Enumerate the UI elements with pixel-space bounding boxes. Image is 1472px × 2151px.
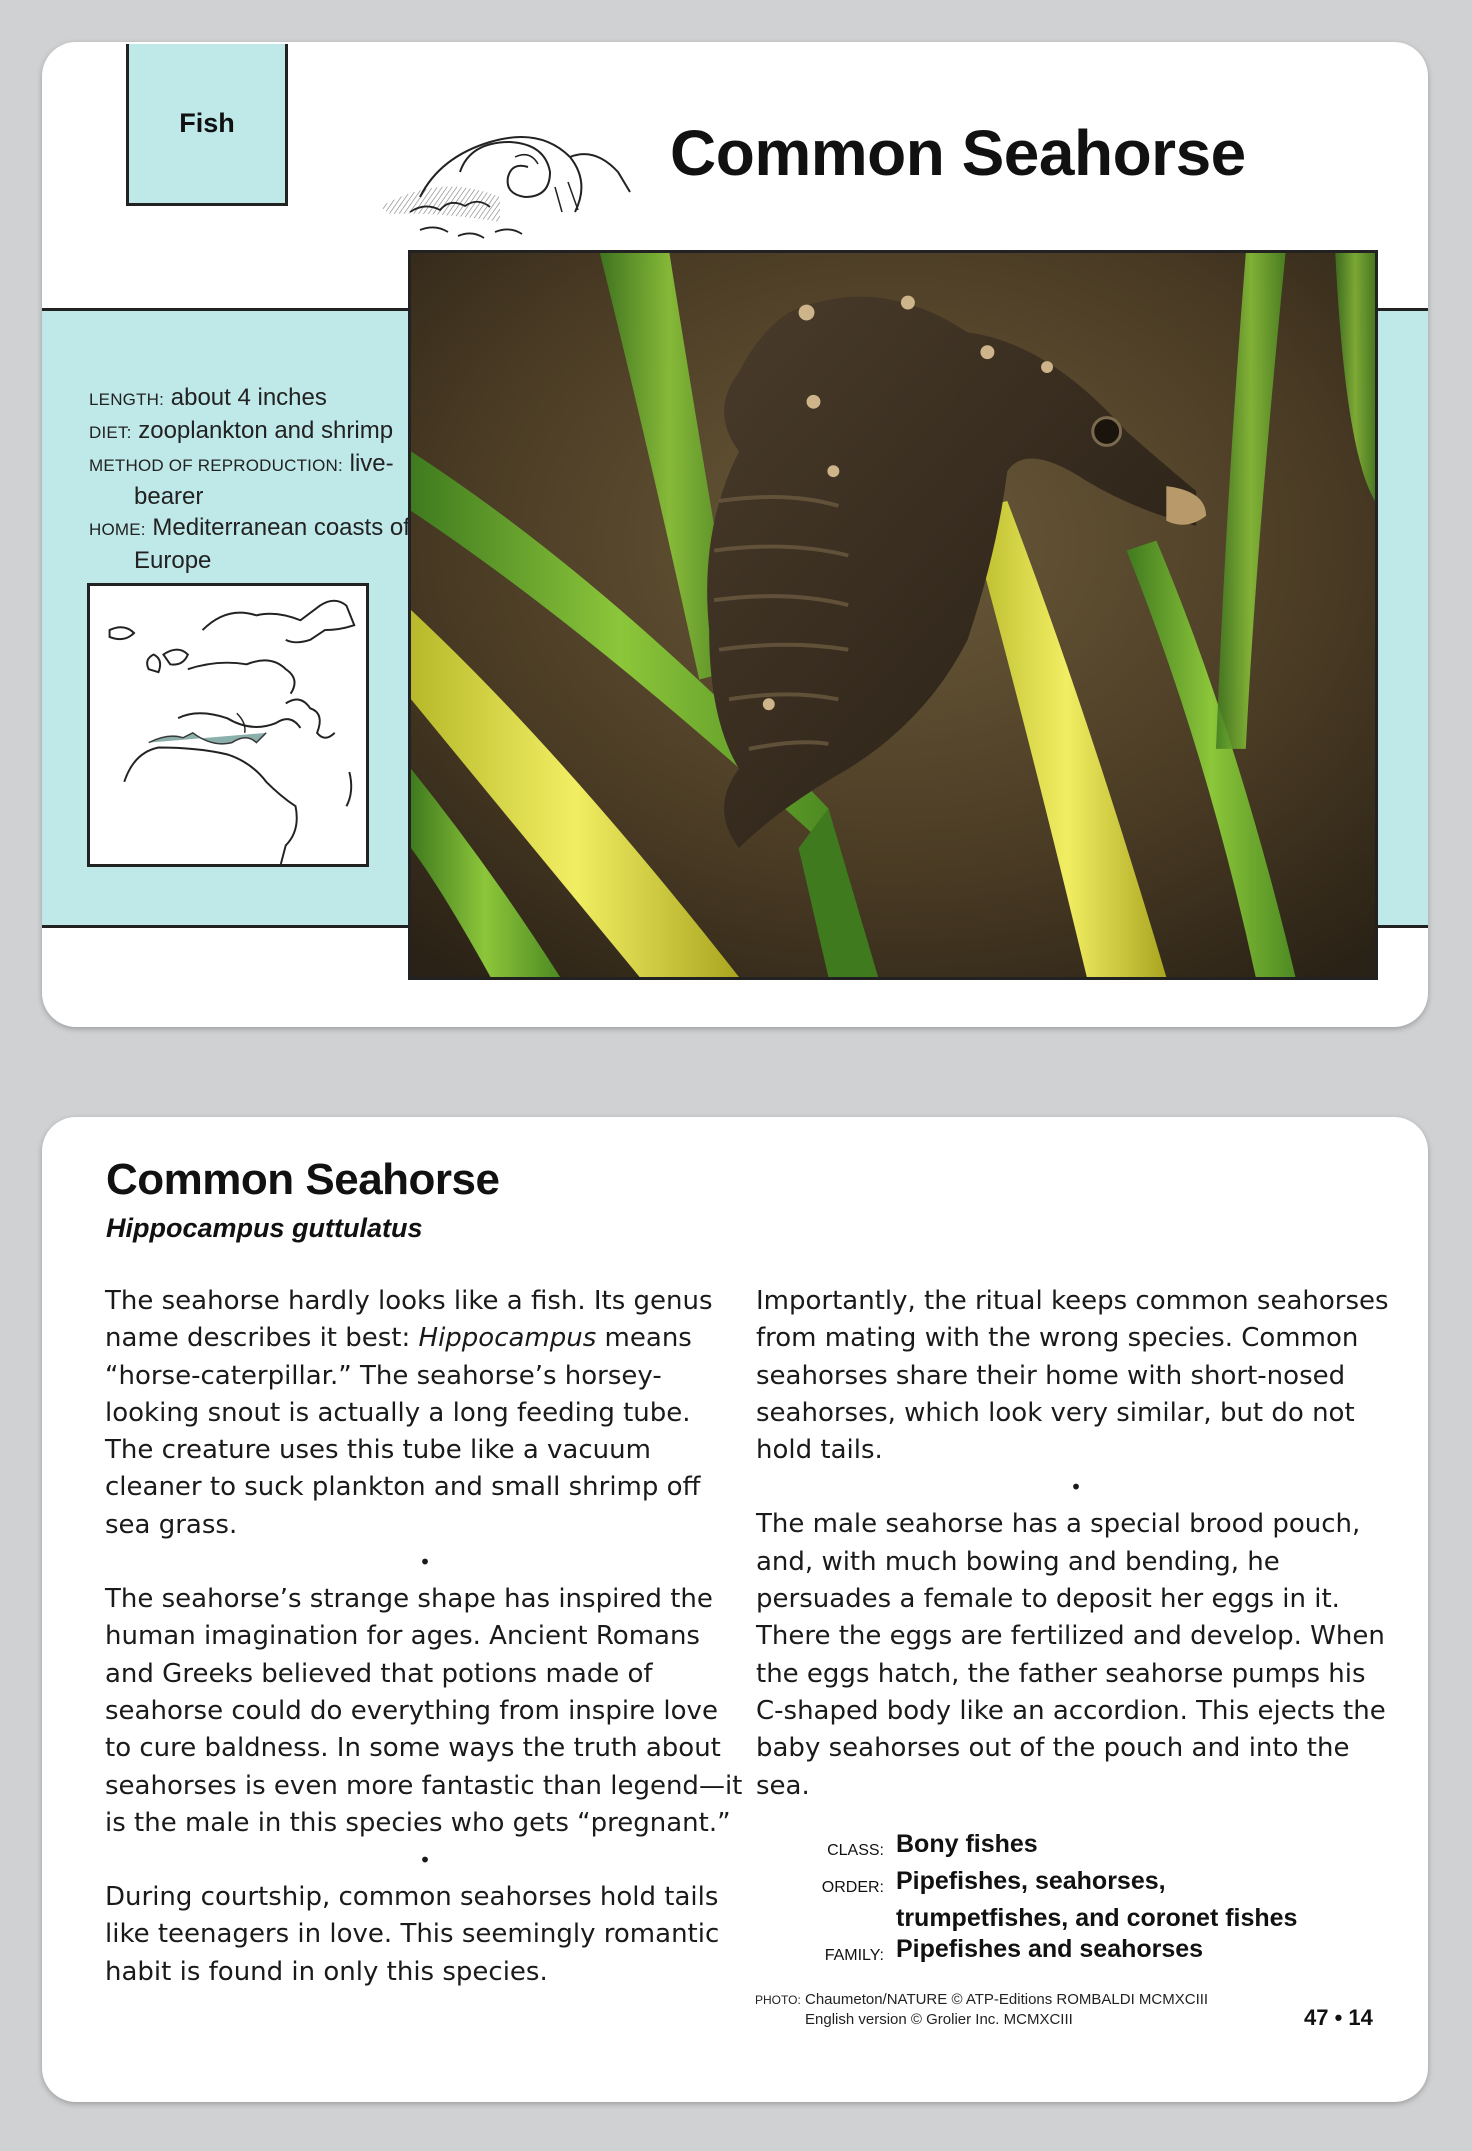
fact-reproduction	[89, 448, 429, 481]
scientific-name: Hippocampus guttulatus	[106, 1213, 423, 1243]
taxonomy	[812, 1829, 1372, 1971]
taxonomy-value: Pipefishes, seahorses,	[896, 1867, 1166, 1895]
taxonomy-class	[812, 1829, 1372, 1866]
taxonomy-order-cont	[812, 1903, 1372, 1934]
fact-value: live-	[349, 450, 394, 477]
front-card	[42, 42, 1428, 1027]
taxonomy-label: ORDER:	[821, 1879, 884, 1896]
card-title: Common Seahorse	[106, 1155, 500, 1204]
wave-icon	[350, 102, 670, 252]
fact-label: METHOD OF REPRODUCTION:	[89, 456, 343, 475]
text-column-right	[756, 1283, 1396, 1805]
back-card	[42, 1117, 1428, 2102]
fact-value: Mediterranean coasts of	[152, 514, 410, 541]
separator-bullet: •	[419, 1550, 431, 1575]
paragraph: The seahorse’s strange shape has inspired the human imagination for ages. Ancient Romans and Greeks believed that potions made of seahorse could do everything from inspire love to cure baldness. In some ways the truth about seahorses is even more fantastic than legend—it is the male in this species who gets “pregnant.”	[105, 1584, 743, 1838]
separator-bullet: •	[419, 1848, 431, 1873]
seahorse-photo	[408, 250, 1378, 980]
fact-list	[89, 382, 429, 576]
text-column-left	[105, 1283, 745, 1991]
taxonomy-spacer	[812, 1903, 896, 1934]
fact-value: about 4 inches	[170, 384, 327, 411]
category-box	[126, 44, 288, 206]
fact-label: HOME:	[89, 520, 146, 539]
paragraph: The male seahorse has a special brood pouch, and, with much bowing and bending, he persuades a female to deposit her eggs in it. There the eggs are fertilized and develop. When the eggs hatch, the father seahorse pumps his C-shaped body like an accordion. This ejects the baby seahorses out of the pouch and into the sea.	[756, 1509, 1386, 1801]
paragraph: During courtship, common seahorses hold tails like teenagers in love. This seemingly romantic habit is found in only this species.	[105, 1882, 720, 1987]
fact-label: DIET:	[89, 423, 132, 442]
text-run: means “horse-caterpillar.” The seahorse’s horsey-looking snout is actually a long feeding tube. The creature uses this tube like a vacuum cleaner to suck plankton and small shrimp off sea grass.	[105, 1323, 701, 1540]
fact-length	[89, 382, 429, 415]
credit-line-2: English version © Grolier Inc. MCMXCIII	[805, 2011, 1073, 2028]
fact-label: LENGTH:	[89, 390, 165, 409]
credit-line-1	[755, 1990, 1275, 2010]
taxonomy-family	[812, 1934, 1372, 1971]
credit-text: Chaumeton/NATURE © ATP-Editions ROMBALDI MCMXCIII	[805, 1991, 1209, 2008]
fact-home-cont: Europe	[134, 547, 212, 574]
taxonomy-order	[812, 1866, 1372, 1903]
card-title: Common Seahorse	[670, 117, 1246, 189]
fact-reproduction-cont: bearer	[134, 483, 204, 510]
taxonomy-value: Bony fishes	[896, 1830, 1038, 1858]
taxonomy-value: trumpetfishes, and coronet fishes	[896, 1904, 1298, 1932]
fact-diet	[89, 415, 429, 448]
fact-value: zooplankton and shrimp	[138, 417, 394, 444]
card-number: 47 • 14	[1304, 2005, 1373, 2030]
separator-bullet: •	[1070, 1475, 1082, 1500]
taxonomy-label: FAMILY:	[824, 1947, 884, 1964]
taxonomy-label: CLASS:	[827, 1842, 884, 1859]
fact-home	[89, 512, 429, 545]
category-label: Fish	[179, 108, 235, 138]
text-run: The seahorse hardly looks like a fish. Its genus name describes it best:	[105, 1286, 713, 1354]
credit-label: PHOTO:	[755, 1993, 801, 2007]
genus-name: Hippocampus	[418, 1323, 597, 1354]
paragraph	[105, 1283, 745, 1544]
photo-credit	[755, 1990, 1275, 2029]
taxonomy-value: Pipefishes and seahorses	[896, 1935, 1204, 1963]
paragraph: Importantly, the ritual keeps common seahorses from mating with the wrong species. Common seahorses share their home with short-nosed seahorses, which look very similar, but do not hold tails.	[756, 1286, 1389, 1466]
range-map	[87, 583, 369, 867]
